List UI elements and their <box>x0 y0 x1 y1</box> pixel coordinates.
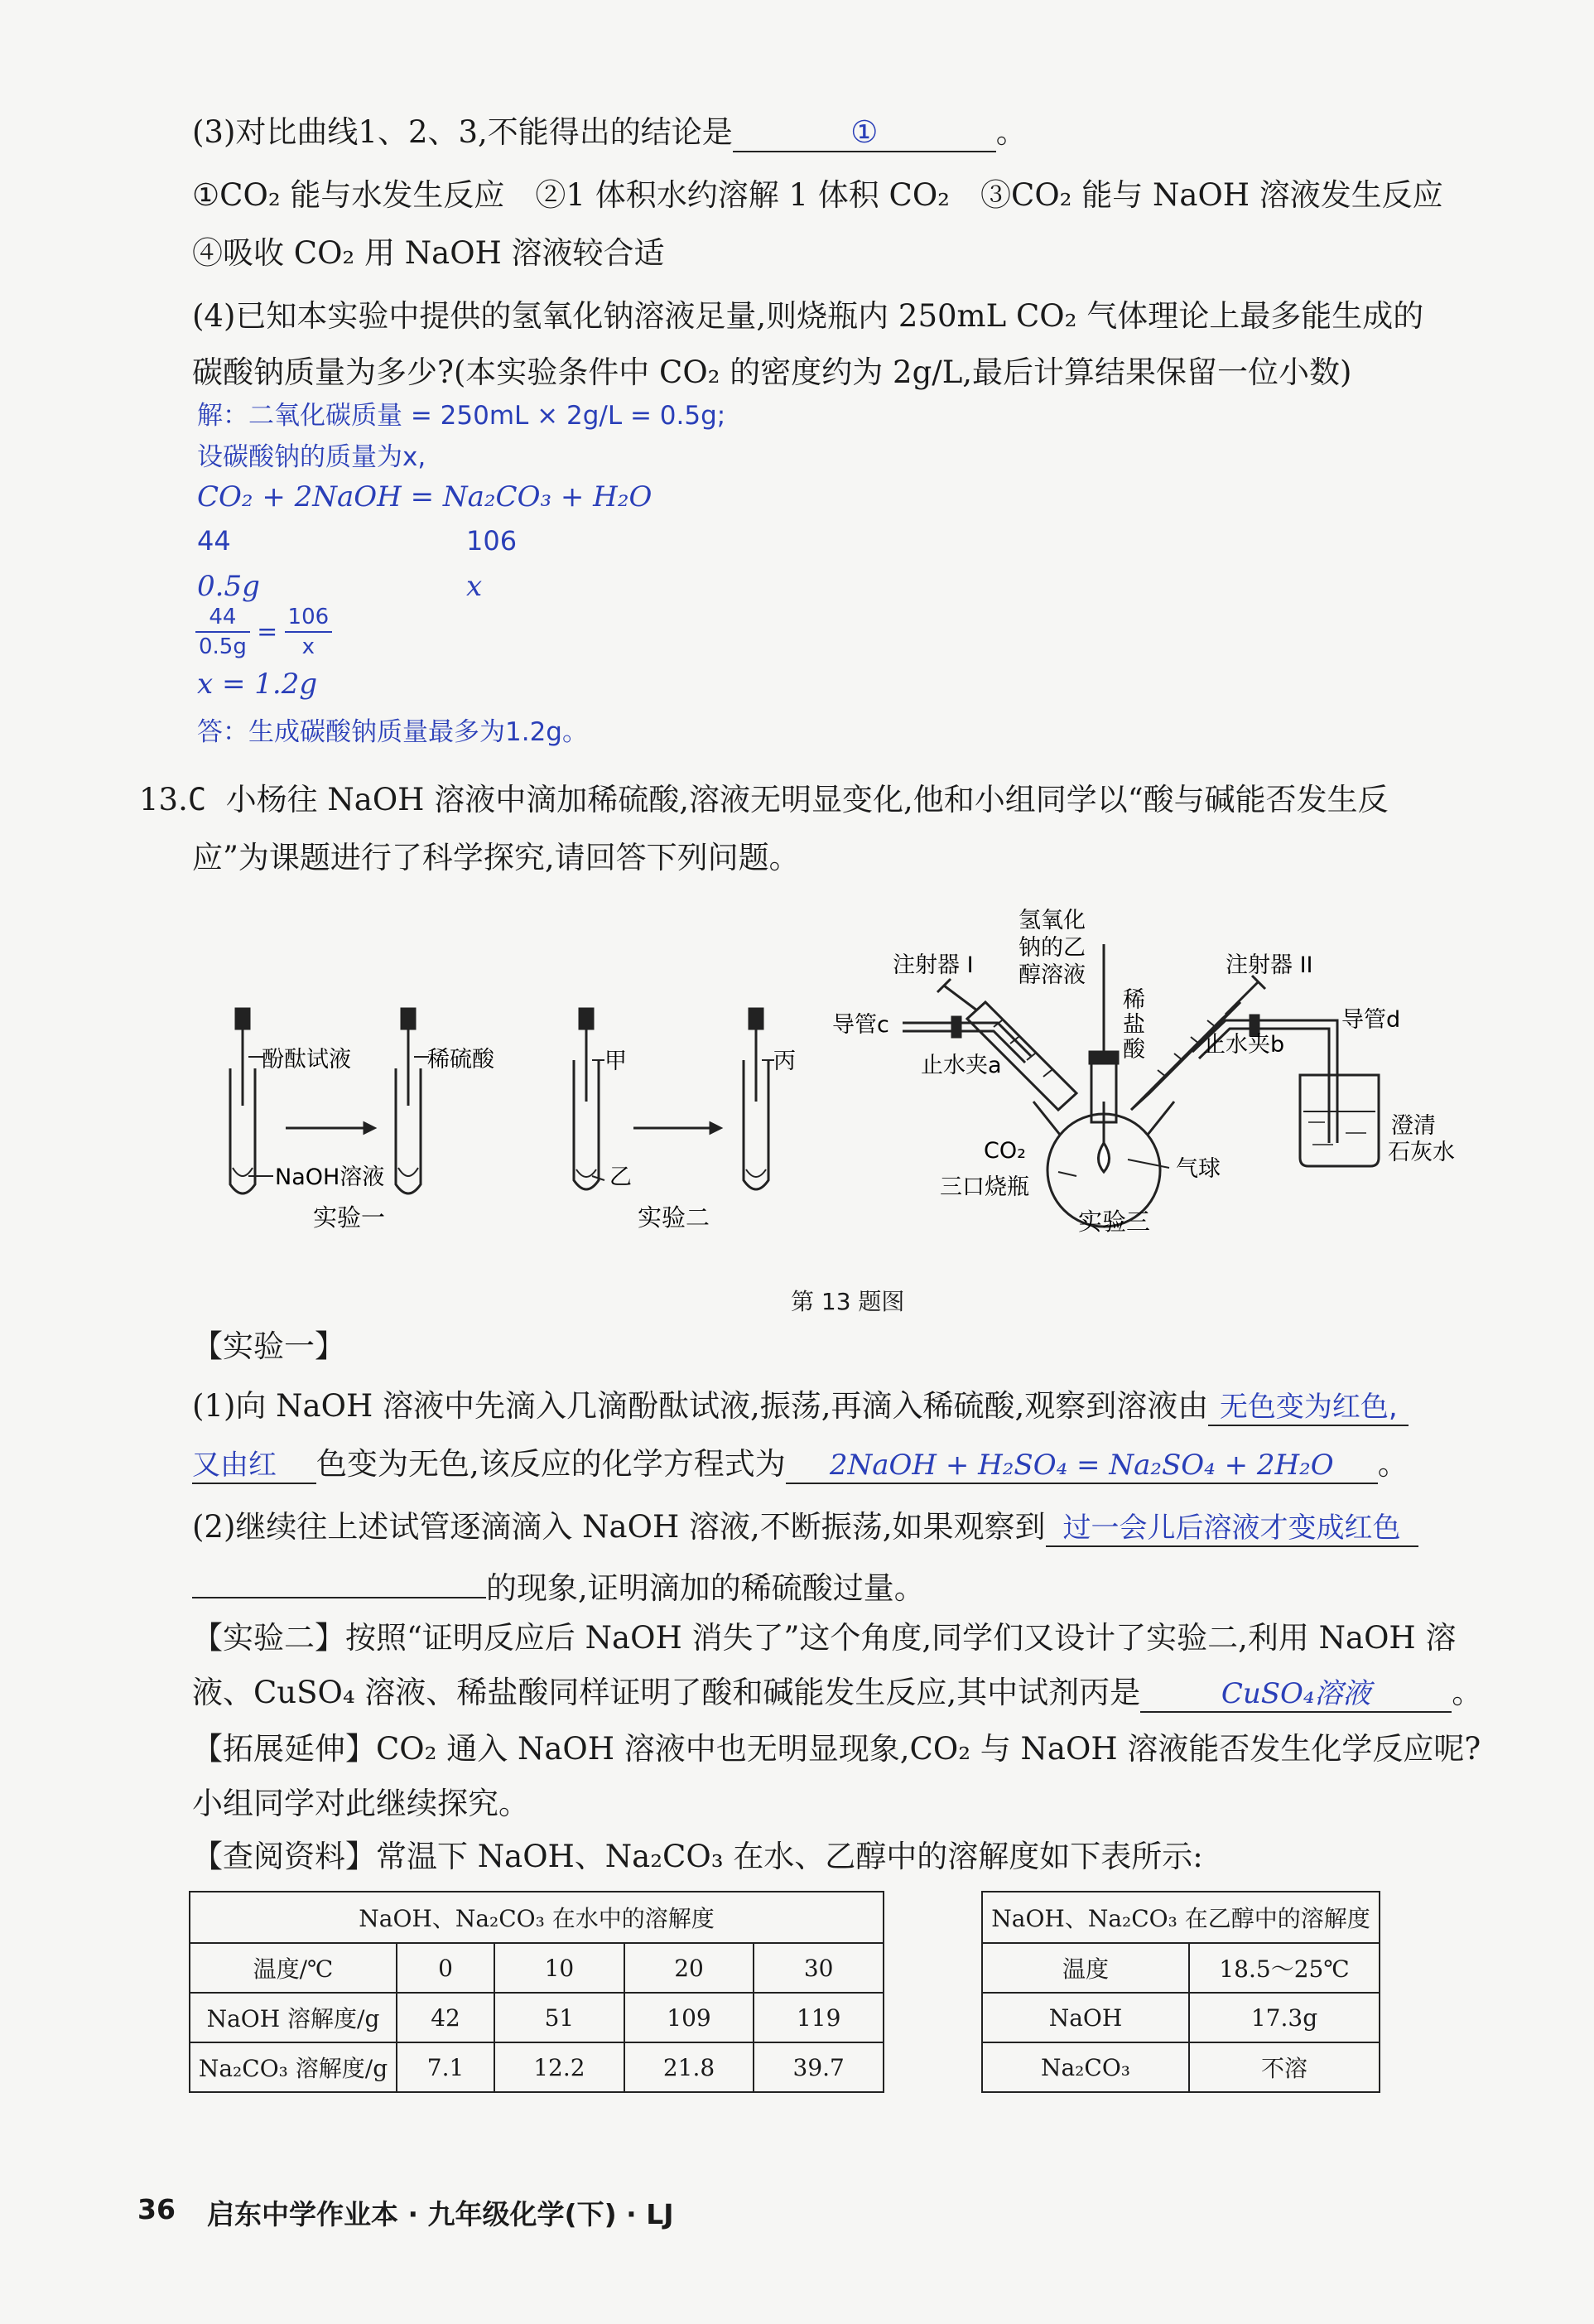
footer-title: 启东中学作业本 · 九年级化学(下) · LJ <box>207 2198 674 2230</box>
flask-label: 三口烧瓶 <box>940 1174 1029 1200</box>
table-cell: 39.7 <box>754 2042 884 2092</box>
exp2-tube-2 <box>744 1009 768 1189</box>
clamp-b-label: 止水夹b <box>1203 1032 1285 1058</box>
q3-answer: ① <box>850 114 879 150</box>
q4-mass-co2: 44 <box>197 525 231 557</box>
table-row <box>982 1943 1380 1993</box>
exp1-tube-1 <box>230 1009 255 1193</box>
clamp-a <box>952 1017 961 1037</box>
balloon <box>1099 1102 1110 1172</box>
table-cell: 18.5～25℃ <box>1189 1943 1380 1993</box>
exp1-heading: 【实验一】 <box>192 1328 345 1364</box>
exp1-answer2-blank[interactable] <box>786 1446 1378 1484</box>
q4-result: x = 1.2g <box>197 668 318 701</box>
reference-line: 【查阅资料】常温下 NaOH、Na₂CO₃ 在水、乙醇中的溶解度如下表所示: <box>192 1839 1203 1874</box>
table-cell: 12.2 <box>494 2042 624 2092</box>
q4-prompt-2: 碳酸钠质量为多少?(本实验条件中 CO₂ 的密度约为 2g/L,最后计算结果保留一位小数) <box>192 354 1352 390</box>
exp1-q2-line2 <box>192 1560 925 1610</box>
q4-fraction-2 <box>285 603 333 661</box>
table-cell: Na₂CO₃ <box>982 2042 1189 2092</box>
table-water <box>189 1891 884 2093</box>
table-ethanol <box>981 1891 1380 2093</box>
q4-prompt-1: (4)已知本实验中提供的氢氧化钠溶液足量,则烧瓶内 250mL CO₂ 气体理论上最多能生成的 <box>192 298 1424 334</box>
exp3-label: 实验三 <box>1078 1208 1151 1236</box>
table-water-caption: NaOH、Na₂CO₃ 在水中的溶解度 <box>190 1892 884 1943</box>
table-cell: NaOH <box>982 1993 1189 2042</box>
exp2-end: 。 <box>1452 1675 1483 1710</box>
figure-caption: 第 13 题图 <box>791 1288 905 1315</box>
q13-intro-1 <box>139 779 1389 822</box>
exp2-tube-1 <box>574 1009 599 1189</box>
dilute-hcl-1: 稀 <box>1123 987 1145 1013</box>
q4-frac2-num: 106 <box>285 603 333 633</box>
limewater-1: 澄清 <box>1391 1113 1436 1139</box>
exp2-label: 实验二 <box>638 1203 710 1232</box>
naoh-ethanol-1: 氢氧化 <box>1019 908 1086 933</box>
exp1-q1-end: 。 <box>1377 1446 1409 1482</box>
exp1-q1-line1 <box>192 1385 1409 1428</box>
q13-figure <box>0 894 1594 1259</box>
q3-prompt-line <box>192 111 1027 154</box>
exp2-line2 <box>192 1671 1482 1714</box>
table-cell: 7.1 <box>397 2042 494 2092</box>
exp1-q1-line2 <box>192 1443 1409 1486</box>
exp1-answer1: 无色变为红色, <box>1219 1391 1398 1424</box>
exp1-answer3: 过一会儿后溶液才变成红色 <box>1062 1512 1401 1545</box>
dilute-hcl-3: 酸 <box>1123 1037 1145 1063</box>
table-row <box>190 1943 884 1993</box>
co2-label: CO₂ <box>984 1138 1026 1164</box>
table-cell: 109 <box>624 1993 754 2042</box>
q4-frac1-num: 44 <box>195 603 250 633</box>
exp2-reagent-c: 丙 <box>773 1049 796 1074</box>
table-ethanol-caption: NaOH、Na₂CO₃ 在乙醇中的溶解度 <box>982 1892 1380 1943</box>
naoh-ethanol-2: 钠的乙 <box>1019 935 1086 961</box>
exp1-q2-text2: 的现象,证明滴加的稀硫酸过量。 <box>486 1570 925 1606</box>
exp2-reagent-b: 乙 <box>609 1164 632 1190</box>
q13-level: C <box>187 782 207 817</box>
q13-intro-text: 小杨往 NaOH 溶液中滴加稀硫酸,溶液无明显变化,他和小组同学以“酸与碱能否发生反 <box>225 782 1389 817</box>
q4-frac-eq: = <box>257 617 278 647</box>
q4-mass-na2co3: 106 <box>466 525 518 557</box>
limewater-2: 石灰水 <box>1388 1140 1455 1165</box>
q4-unknown-x: x <box>466 570 483 603</box>
beaker <box>1300 1075 1379 1166</box>
q4-equation: CO₂ + 2NaOH = Na₂CO₃ + H₂O <box>197 480 653 513</box>
table-row <box>190 2042 884 2092</box>
q3-options-2: ④吸收 CO₂ 用 NaOH 溶液较合适 <box>192 235 665 271</box>
tube-c-label: 导管c <box>832 1012 889 1038</box>
table-cell: 0 <box>397 1943 494 1993</box>
table-cell: 42 <box>397 1993 494 2042</box>
table-cell: 51 <box>494 1993 624 2042</box>
table-row <box>190 1993 884 2042</box>
exp2-answer-blank[interactable] <box>1140 1675 1452 1713</box>
q3-end: 。 <box>995 114 1027 150</box>
balloon-label: 气球 <box>1176 1156 1221 1182</box>
table-cell: 119 <box>754 1993 884 2042</box>
q13-number: 13. <box>139 782 188 817</box>
table-cell: 温度/℃ <box>190 1943 397 1993</box>
syringe-2-label: 注射器 II <box>1226 952 1313 978</box>
exp1-answer1b-blank[interactable] <box>192 1446 316 1484</box>
table-cell: 10 <box>494 1943 624 1993</box>
table-row <box>982 2042 1380 2092</box>
exp2-answer: CuSO₄溶液 <box>1221 1677 1371 1710</box>
exp1-answer2: 2NaOH + H₂SO₄ = Na₂SO₄ + 2H₂O <box>829 1449 1334 1482</box>
table-cell: 20 <box>624 1943 754 1993</box>
exp2-text: 液、CuSO₄ 溶液、稀盐酸同样证明了酸和碱能发生反应,其中试剂丙是 <box>192 1675 1141 1710</box>
clamp-a-label: 止水夹a <box>921 1053 1002 1078</box>
exp1-answer3b-blank[interactable] <box>192 1560 486 1598</box>
table-cell: Na₂CO₃ 溶解度/g <box>190 2042 397 2092</box>
exp2-reagent-a: 甲 <box>604 1049 627 1074</box>
exp1-reagent-1: 酚酞试液 <box>262 1047 351 1073</box>
table-cell: 17.3g <box>1189 1993 1380 2042</box>
table-cell: 30 <box>754 1943 884 1993</box>
q4-frac2-den: x <box>301 634 315 659</box>
q4-solution-1: 解：二氧化碳质量 = 250mL × 2g/L = 0.5g; <box>197 401 726 431</box>
exp1-q2-line1 <box>192 1506 1418 1549</box>
exp1-answer1b: 又由红 <box>192 1449 277 1482</box>
table-cell: NaOH 溶解度/g <box>190 1993 397 2042</box>
q3-answer-blank[interactable] <box>733 114 996 152</box>
exp1-solution: NaOH溶液 <box>275 1164 385 1190</box>
table-cell: 不溶 <box>1189 2042 1380 2092</box>
exp1-q2-text: (2)继续往上述试管逐滴滴入 NaOH 溶液,不断振荡,如果观察到 <box>192 1509 1046 1545</box>
exp1-tube-2 <box>396 1009 421 1193</box>
q4-answer: 答：生成碳酸钠质量最多为1.2g。 <box>197 717 588 747</box>
table-cell: 温度 <box>982 1943 1189 1993</box>
exp1-answer1-blank[interactable] <box>1208 1388 1409 1426</box>
q4-solution-2: 设碳酸钠的质量为x, <box>197 442 426 472</box>
exp1-reagent-2: 稀硫酸 <box>427 1047 494 1073</box>
naoh-ethanol-3: 醇溶液 <box>1019 962 1086 988</box>
page-number: 36 <box>137 2193 176 2225</box>
q4-proportion <box>195 603 332 661</box>
exp1-q1-text2: 色变为无色,该反应的化学方程式为 <box>316 1446 786 1482</box>
table-row <box>982 1993 1380 2042</box>
dilute-hcl-2: 盐 <box>1123 1012 1145 1038</box>
q4-fraction-1 <box>195 603 250 661</box>
exp1-answer3-blank[interactable] <box>1046 1509 1418 1547</box>
exp2-line1: 【实验二】按照“证明反应后 NaOH 消失了”这个角度,同学们又设计了实验二,利用 NaOH 溶 <box>192 1620 1457 1656</box>
q4-given-co2: 0.5g <box>197 570 260 603</box>
exp1-label: 实验一 <box>313 1203 386 1232</box>
extension-line1: 【拓展延伸】CO₂ 通入 NaOH 溶液中也无明显现象,CO₂ 与 NaOH 溶液能否发生化学反应呢? <box>192 1731 1481 1767</box>
extension-line2: 小组同学对此继续探究。 <box>192 1786 529 1821</box>
exp1-q1-text: (1)向 NaOH 溶液中先滴入几滴酚酞试液,振荡,再滴入稀硫酸,观察到溶液由 <box>192 1388 1209 1424</box>
q13-intro-2: 应”为课题进行了科学探究,请回答下列问题。 <box>192 840 800 875</box>
table-cell: 21.8 <box>624 2042 754 2092</box>
tube-d-label: 导管d <box>1341 1007 1401 1033</box>
syringe-1-label: 注射器 I <box>893 952 974 978</box>
q3-options-1: ①CO₂ 能与水发生反应 ②1 体积水约溶解 1 体积 CO₂ ③CO₂ 能与 NaOH 溶液发生反应 <box>192 177 1443 213</box>
q3-prompt: (3)对比曲线1、2、3,不能得出的结论是 <box>192 114 733 150</box>
q4-frac1-den: 0.5g <box>199 634 247 659</box>
